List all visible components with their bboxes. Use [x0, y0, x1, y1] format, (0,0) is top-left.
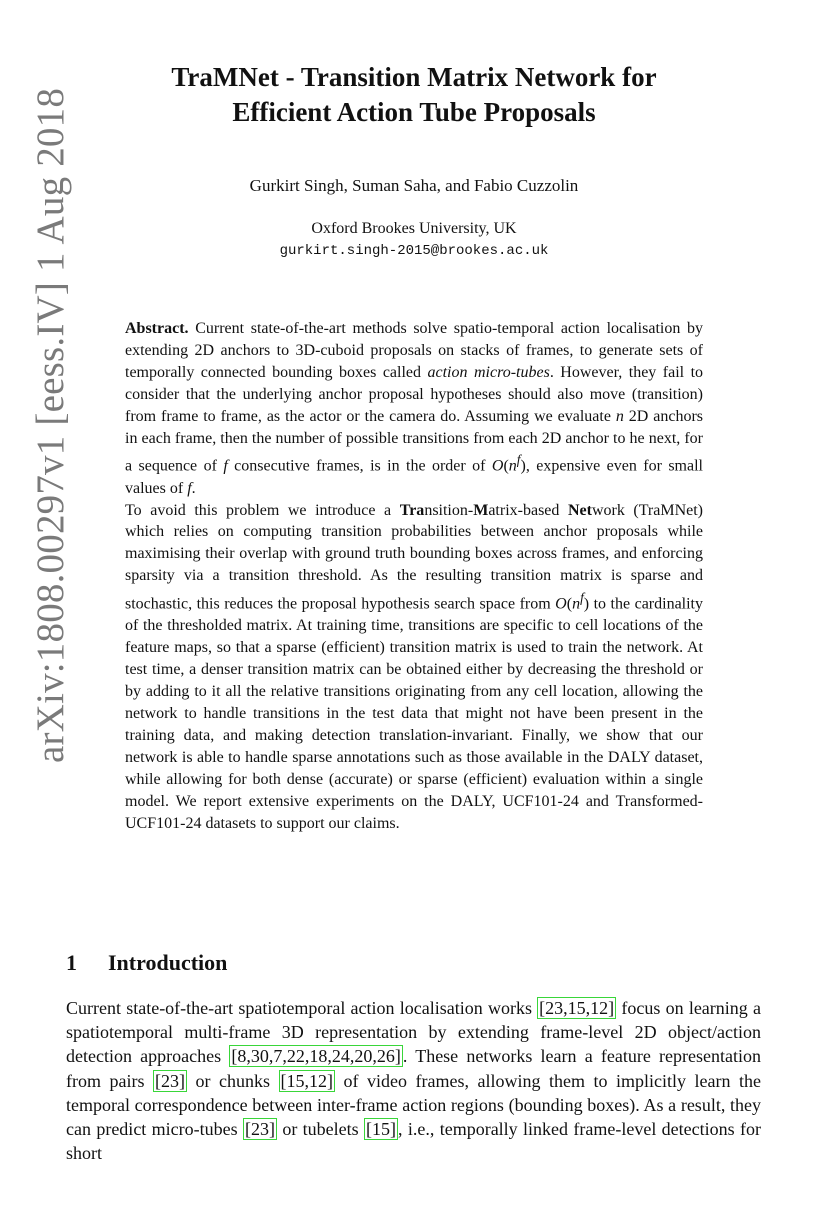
section-title: Introduction — [108, 950, 228, 975]
abstract — [125, 318, 703, 835]
math-O: O — [555, 595, 567, 613]
intro-text: . These networks learn a feature representation from pairs — [66, 1046, 762, 1091]
introduction-body — [66, 996, 761, 1165]
section-number: 1 — [66, 950, 77, 975]
math-O: O — [491, 457, 504, 475]
citation-numbers[interactable]: 23 — [161, 1070, 179, 1091]
math-f-superscript: f — [580, 590, 584, 606]
abstract-paragraph-1: Abstract. Current state-of-the-art methods solve spatio-temporal action localisation by extending 2D anchors to 3D-cuboid proposals on stacks of frames, to generate sets of temporally connected bounding boxes called action micro-tubes. However, they fail to consider that the underlying anchor proposal hypotheses should also move (transition) from frame to frame, as the actor or the camera do. Assuming we evaluate n 2D anchors in each frame, then the number of possible transitions from each 2D anchor to he next, for a sequence of f consecutive frames, is in the order of $O(n^f)$, expensive even for small values of f. — [125, 320, 704, 497]
math-f: f — [223, 457, 228, 475]
citation-link[interactable]: [15] — [366, 1119, 397, 1140]
arxiv-identifier-margin — [18, 70, 84, 780]
intro-paragraph — [66, 996, 761, 1165]
abstract-text: Current state-of-the-art methods solve spatio-temporal action localisation by extending 2D anchors to 3D-cuboid proposals on stacks of frames, to generate sets of temporally connected bounding boxes called — [125, 320, 703, 381]
math-n: n — [508, 457, 517, 475]
math-n: n — [572, 595, 581, 613]
affiliation: Oxford Brookes University, UK — [311, 220, 517, 237]
author-email[interactable]: gurkirt.singh-2015@brookes.ac.uk — [279, 243, 549, 259]
abstract-bold: Net — [567, 501, 592, 519]
title-line-1: TraMNet - Transition Matrix Network for — [171, 62, 657, 92]
intro-text: of video frames, allowing them to implicitly learn the temporal correspondence between inter-frame action regions (bounding boxes). As a result, they can predict micro-tubes — [66, 1070, 761, 1140]
citation-numbers[interactable]: 15 — [372, 1119, 391, 1140]
citation-numbers[interactable]: 23,15,12 — [545, 998, 609, 1018]
citation-numbers[interactable]: 15,12 — [286, 1070, 328, 1091]
abstract-text: atrix-based — [488, 501, 568, 519]
abstract-bold: Tra — [399, 501, 425, 519]
abstract-paragraph-2: To avoid this problem we introduce a Transition-Matrix-based Network (TraMNet) which relies on computing transition probabilities between anchor proposals while maximising their overlap with ground truth bounding boxes across frames, and enforcing sparsity via a transition threshold. As the resulting transition matrix is sparse and stochastic, this reduces the proposal hypothesis search space from $O(n^f)$ to the cardinality of the thresholded matrix. At training time, transitions are specific to cell locations of the feature maps, so that a sparse (efficient) transition matrix is used to train the network. At test time, a denser transition matrix can be obtained either by decreasing the threshold or by adding to it all the relative transitions originating from any cell location, allowing the network to handle transitions in the test data that might not have been present in the training data, and making detection translation-invariant. Finally, we show that our network is able to handle sparse annotations such as those available in the DALY dataset, while allowing for both dense (accurate) or sparse (efficient) evaluation within a single model. We report extensive experiments on the DALY, UCF101-24 and Transformed-UCF101-24 datasets to support our claims. — [125, 501, 704, 832]
section-heading-introduction — [66, 950, 227, 976]
paper-title — [100, 60, 728, 130]
intro-text: focus on learning a spatiotemporal multi-frame 3D representation by extending frame-level 2D object/action detection approaches — [66, 998, 761, 1067]
citation-link[interactable]: [8,30,7,22,18,24,20,26] — [231, 1046, 401, 1067]
math-n: n — [615, 407, 624, 425]
citation-link[interactable]: [23,15,12] — [539, 998, 615, 1018]
intro-text: or chunks — [187, 1070, 279, 1091]
abstract-text: to the cardinality of the thresholded matrix. At training time, transitions are specific to cell locations of the feature maps, so that a sparse (efficient) transition matrix is used to train the network. At test time, a denser transition matrix can be obtained either by decreasing the threshold or by adding to it all the relative transitions originating from any cell location, allowing the network to handle transitions in the test data that might not have been present in the training data, and making detection translation-invariant. Finally, we show that our network is able to handle sparse annotations such as those available in the DALY dataset, while allowing for both dense (accurate) or sparse (efficient) evaluation within a single model. We report extensive experiments on the DALY, UCF101-24 and Transformed-UCF101-24 datasets to support our claims. — [125, 595, 704, 832]
arxiv-identifier: arXiv:1808.00297v1 [eess.IV] 1 Aug 2018 — [29, 87, 73, 763]
affiliation-block — [100, 218, 728, 262]
abstract-text: consecutive frames, is in the order of — [227, 457, 492, 475]
abstract-text: , expensive even for small values of — [125, 457, 703, 497]
abstract-text: 2D anchors in each frame, then the number of possible transitions from each 2D anchor to he next, for a sequence of — [125, 407, 704, 475]
abstract-italic-term: action micro-tubes — [427, 363, 550, 381]
abstract-text: To avoid this problem we introduce a — [125, 501, 400, 519]
title-line-2: Efficient Action Tube Proposals — [232, 97, 596, 127]
intro-text: Current state-of-the-art spatiotemporal action localisation works — [66, 998, 538, 1018]
citation-link[interactable]: [15,12] — [280, 1070, 334, 1091]
abstract-bold: M — [473, 501, 489, 519]
intro-text: , i.e., temporally linked frame-level detections for short — [66, 1119, 761, 1164]
abstract-text: nsition- — [424, 501, 474, 519]
abstract-text: . However, they fail to consider that the underlying anchor proposal hypotheses should also move (transition) from frame to frame, as the actor or the camera do. Assuming we evaluate — [125, 363, 704, 425]
math-f-superscript: f — [516, 452, 521, 468]
citation-numbers[interactable]: 8,30,7,22,18,24,20,26 — [237, 1046, 395, 1067]
abstract-text: . — [191, 479, 196, 497]
authors: Gurkirt Singh, Suman Saha, and Fabio Cuzzolin — [249, 176, 579, 195]
intro-text: or tubelets — [276, 1119, 365, 1140]
abstract-text: work (TraMNet) which relies on computing transition probabilities between anchor proposals while maximising their overlap with ground truth bounding boxes across frames, and enforcing sparsity via a transition threshold. As the resulting transition matrix is sparse and stochastic, this reduces the proposal hypothesis search space from — [125, 501, 704, 613]
citation-numbers[interactable]: 23 — [250, 1119, 269, 1140]
citation-link[interactable]: [23] — [155, 1070, 185, 1091]
citation-link[interactable]: [23] — [244, 1119, 275, 1140]
abstract-label: Abstract. — [125, 320, 189, 337]
math-f: f — [187, 479, 192, 497]
